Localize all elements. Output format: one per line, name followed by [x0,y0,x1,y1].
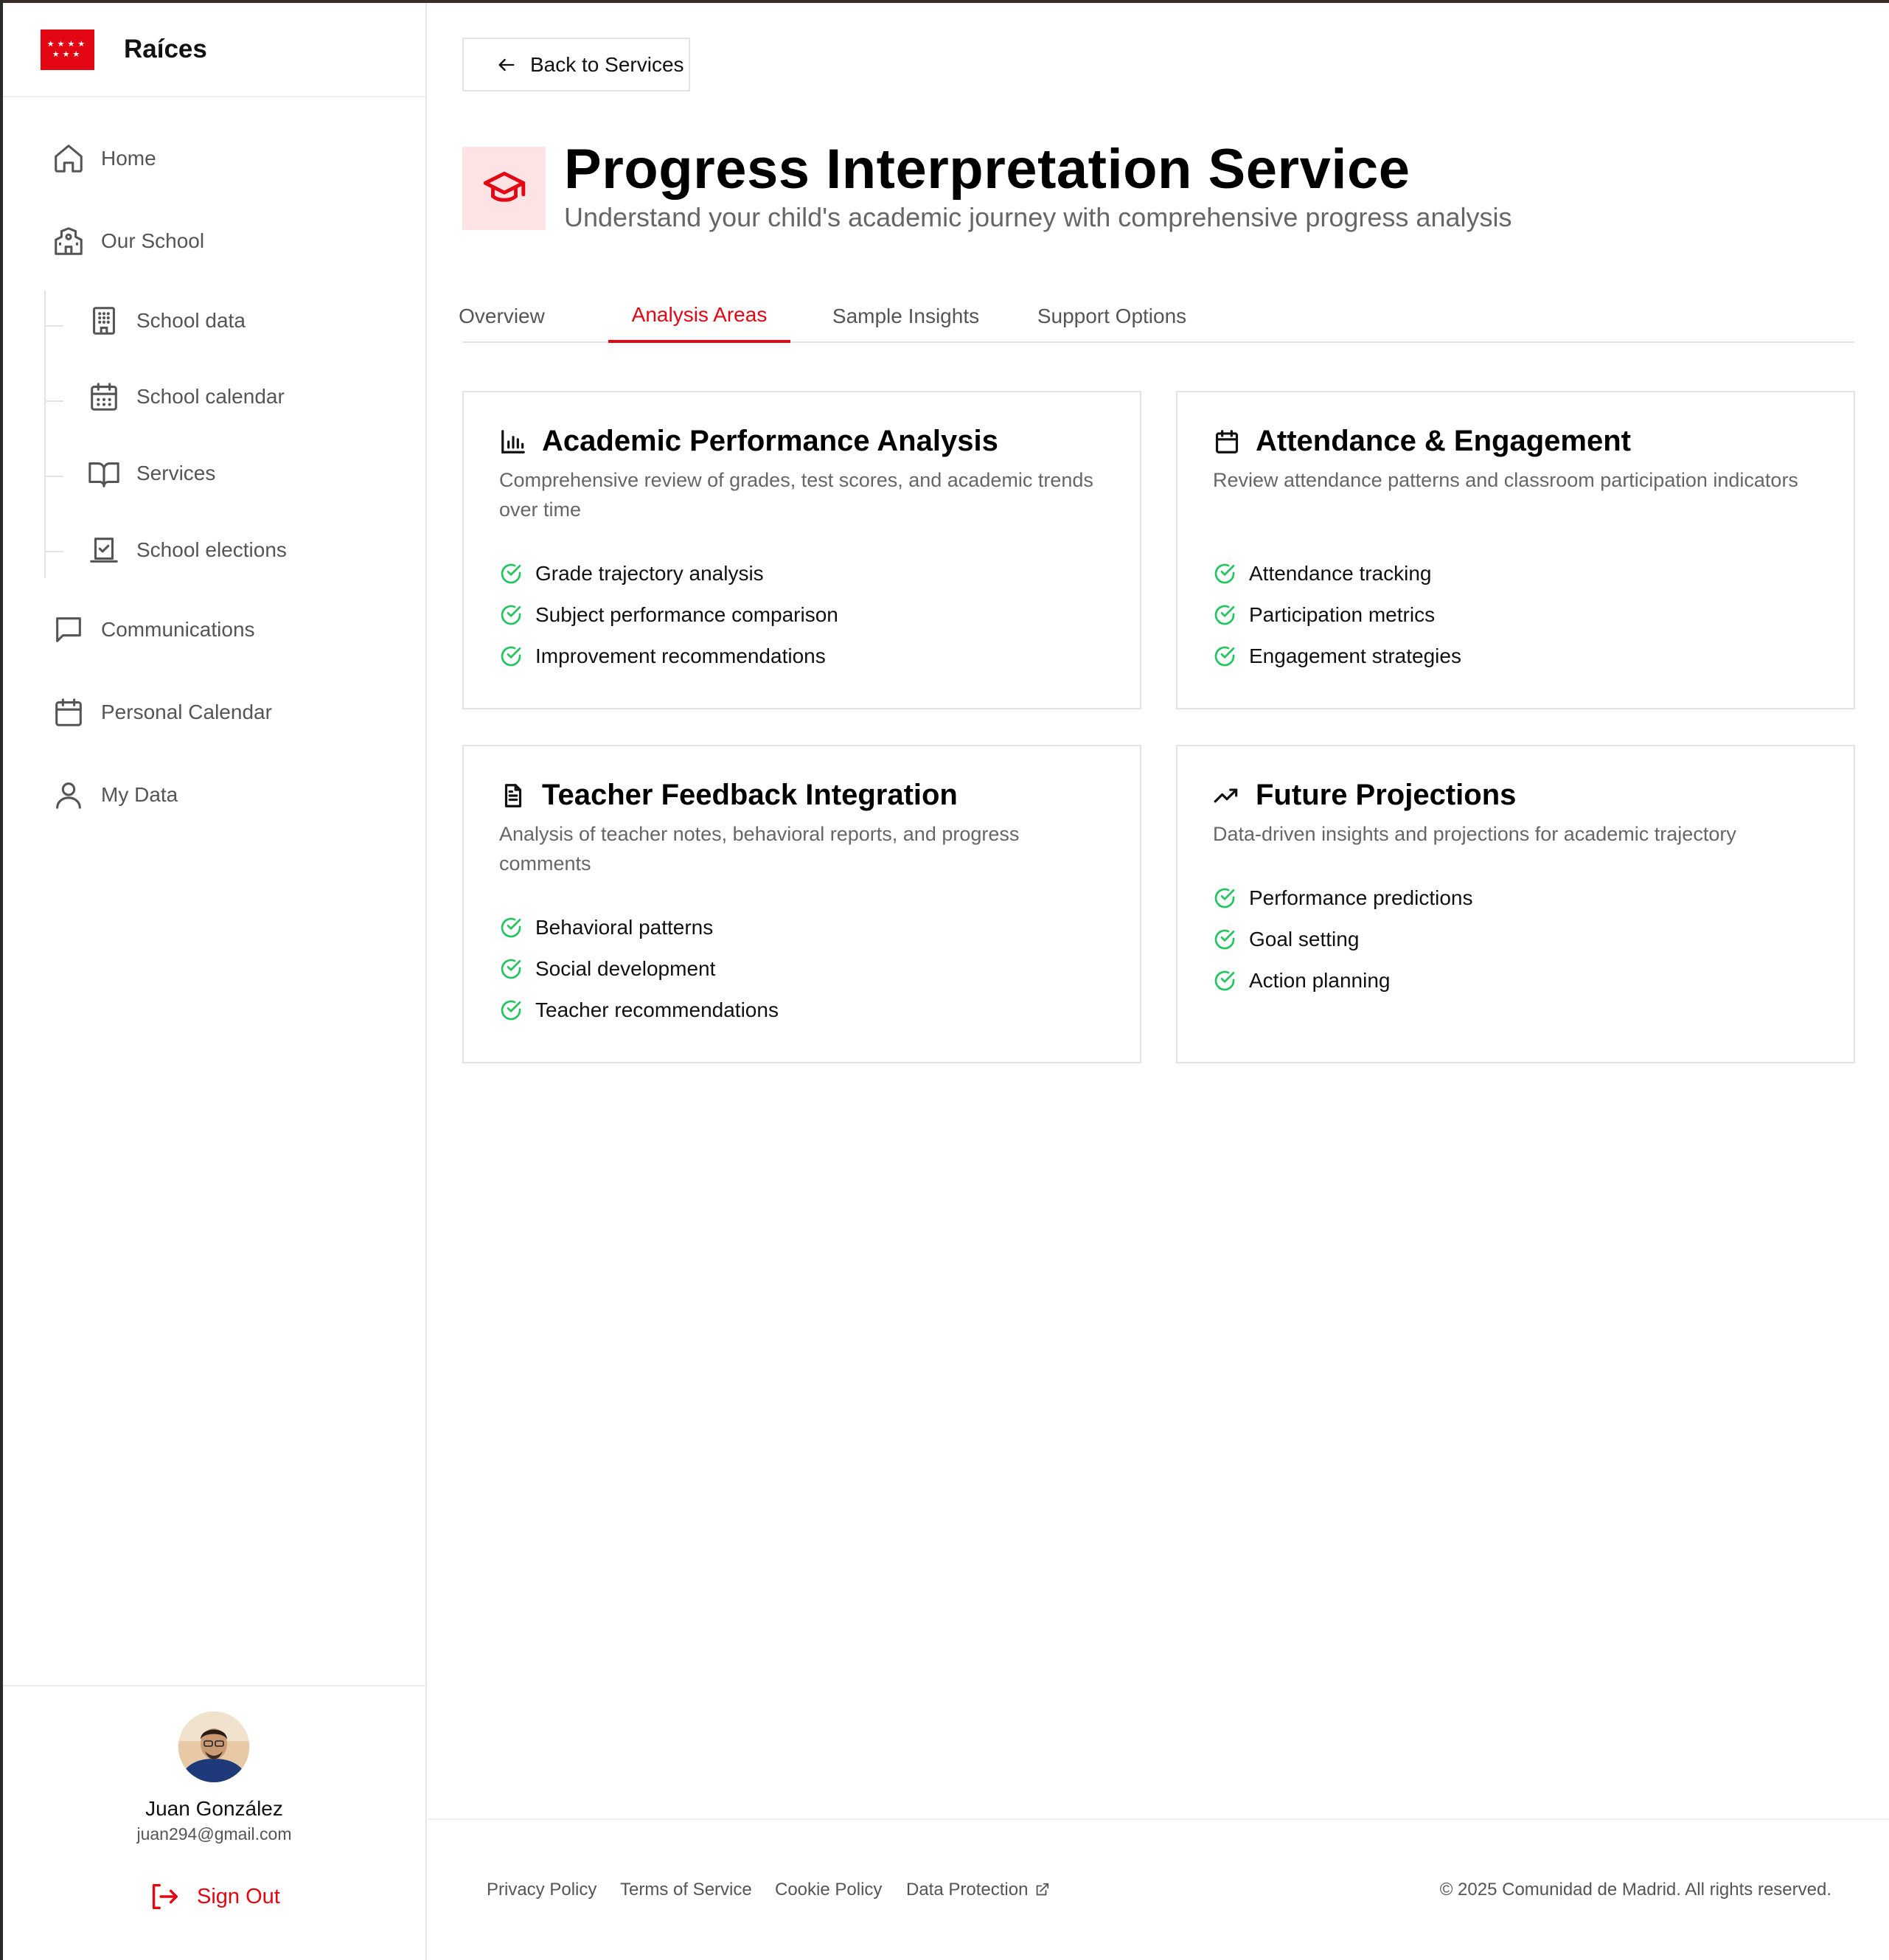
check-circle-icon [499,957,523,981]
tab-bar [459,289,1854,343]
calendar-grid-icon [87,380,121,414]
submenu-tick [46,400,63,402]
check-circle-icon [499,603,523,627]
user-icon [52,778,86,812]
feature-item [1213,886,1472,910]
check-circle-icon [1213,562,1236,585]
user-panel [3,1685,425,1960]
tab-support-options[interactable] [1026,289,1197,343]
document-icon [499,782,527,810]
school-icon [52,224,86,258]
feature-label: Improvement recommendations [535,644,826,667]
terms-of-service-link[interactable]: Terms of Service [620,1880,752,1900]
data-protection-link[interactable] [906,1880,1050,1900]
copyright: © 2025 Comunidad de Madrid. All rights reserved. [1439,1880,1831,1900]
check-circle-icon [1213,969,1236,993]
feature-label: Engagement strategies [1249,644,1461,667]
analysis-card [1176,391,1855,709]
brand-header [3,3,425,97]
feature-label: Teacher recommendations [535,998,779,1021]
feature-item [499,998,779,1022]
check-circle-icon [499,916,523,939]
submenu-tick [46,476,63,477]
page-subtitle: Understand your child's academic journey with comprehensive progress analysis [564,202,1512,232]
sidebar-item-communications[interactable] [52,600,255,659]
feature-item [499,916,713,939]
card-description: Comprehensive review of grades, test scores, and academic trends over time [499,469,1093,521]
check-circle-icon [499,644,523,668]
feature-label: Goal setting [1249,928,1360,951]
analysis-card [1176,745,1855,1063]
trending-up-icon [1213,782,1241,810]
logo-stars-top: ★★★★ [46,39,88,49]
external-link-icon [1034,1882,1050,1898]
sidebar-item-school-elections[interactable] [87,521,287,580]
sidebar-item-home[interactable] [52,129,156,188]
check-circle-icon [499,562,523,585]
card-description: Review attendance patterns and classroom participation indicators [1213,469,1798,491]
sign-out-label: Sign Out [197,1884,280,1908]
card-title: Future Projections [1256,779,1517,811]
analysis-card [462,391,1141,709]
sidebar-item-my-data[interactable] [52,765,178,824]
tab-label: Support Options [1037,304,1187,327]
tab-overview[interactable] [459,289,545,343]
calendar-icon [1213,428,1241,456]
analysis-card [462,745,1141,1063]
sidebar-item-services[interactable] [87,444,215,503]
sign-out-icon [147,1880,181,1914]
check-circle-icon [1213,886,1236,910]
sidebar [3,3,427,1960]
madrid-logo[interactable] [41,29,94,70]
check-circle-icon [499,998,523,1022]
feature-item [499,644,826,668]
page-title: Progress Interpretation Service [564,138,1410,201]
feature-item [1213,603,1435,627]
tab-label: Analysis Areas [631,302,768,326]
check-circle-icon [1213,644,1236,668]
feature-item [1213,644,1461,668]
feature-item [499,603,838,627]
avatar[interactable] [178,1711,249,1782]
card-title: Attendance & Engagement [1256,425,1631,457]
tab-label: Overview [459,304,545,327]
sidebar-item-label: School elections [136,538,287,561]
feature-item [1213,969,1390,993]
footer [428,1818,1889,1960]
home-icon [52,142,86,176]
cookie-policy-link[interactable]: Cookie Policy [775,1880,883,1900]
sign-out-button[interactable] [147,1880,280,1914]
check-circle-icon [1213,928,1236,951]
feature-label: Behavioral patterns [535,916,714,939]
submenu-tick [46,551,63,552]
tab-label: Sample Insights [832,304,980,327]
sidebar-item-label: School calendar [136,385,285,408]
sidebar-item-label: Personal Calendar [101,701,272,723]
vote-icon [87,533,121,567]
feature-label: Attendance tracking [1249,562,1432,585]
user-email: juan294@gmail.com [136,1824,292,1843]
tab-sample-insights[interactable] [824,289,988,343]
app-name: Raíces [124,35,207,63]
bar-chart-icon [499,428,527,456]
sidebar-item-label: Services [136,462,216,484]
feature-item [1213,562,1432,585]
sidebar-item-label: Home [101,147,156,170]
building-icon [87,304,121,338]
check-circle-icon [1213,603,1236,627]
data-protection-label: Data Protection [906,1880,1029,1900]
card-description: Analysis of teacher notes, behavioral reports, and progress comments [499,823,1020,875]
feature-item [499,562,764,585]
feature-item [499,957,715,981]
sidebar-item-school-data[interactable] [87,291,246,350]
logo-stars-bottom: ★★★ [52,49,83,59]
submenu-guide-line [44,291,46,578]
feature-label: Performance predictions [1249,886,1473,909]
back-to-services-button[interactable] [462,38,690,91]
sidebar-item-label: School data [136,309,246,332]
feature-label: Action planning [1249,969,1391,992]
sidebar-item-school-calendar[interactable] [87,367,285,426]
chat-icon [52,613,86,647]
graduation-cap-icon [462,147,546,230]
card-title: Academic Performance Analysis [542,425,998,457]
sidebar-item-our-school[interactable] [52,212,204,271]
tab-analysis-areas[interactable] [608,289,790,343]
sidebar-item-label: Communications [101,618,255,641]
feature-label: Participation metrics [1249,603,1436,626]
sidebar-item-label: My Data [101,783,178,806]
card-description: Data-driven insights and projections for academic trajectory [1213,823,1736,845]
user-name: Juan González [145,1797,283,1820]
card-title: Teacher Feedback Integration [542,779,958,811]
arrow-left-icon [496,55,517,75]
book-open-icon [87,456,121,490]
feature-item [1213,928,1359,951]
back-button-label: Back to Services [530,52,684,76]
calendar-icon [52,695,86,729]
sidebar-item-label: Our School [101,229,205,252]
privacy-policy-link[interactable]: Privacy Policy [487,1880,597,1900]
submenu-tick [46,325,63,327]
feature-label: Subject performance comparison [535,603,838,626]
feature-label: Social development [535,957,716,980]
feature-label: Grade trajectory analysis [535,562,764,585]
sidebar-item-personal-calendar[interactable] [52,683,272,742]
